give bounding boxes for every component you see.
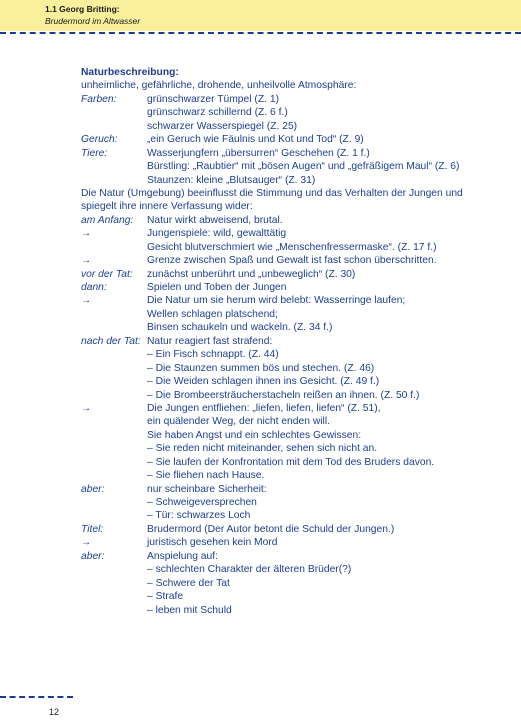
- note-text: zunächst unberührt und „unbeweglich“ (Z. 30): [147, 268, 356, 280]
- note-text: – Sie fliehen nach Hause.: [147, 470, 265, 482]
- note-line: [81, 563, 511, 576]
- note-line: [81, 389, 511, 402]
- note-text: Jungenspiele: wild, gewalttätig: [147, 228, 287, 240]
- note-text: spiegelt ihre innere Verfassung wider:: [81, 201, 253, 213]
- note-line: [81, 375, 511, 388]
- arrow-icon: →: [81, 228, 92, 240]
- note-line: [81, 93, 511, 106]
- note-text: „ein Geruch wie Fäulnis und Kot und Tod“ (Z. 9): [147, 134, 364, 146]
- note-line: [81, 415, 511, 428]
- note-label: am Anfang:: [81, 214, 134, 226]
- note-label: Tiere:: [81, 147, 108, 159]
- note-text: schwarzer Wasserspiegel (Z. 25): [147, 120, 298, 132]
- note-text: – Ein Fisch schnappt. (Z. 44): [147, 349, 279, 361]
- note-text: – Die Weiden schlagen ihnen ins Gesicht. (Z. 49 f.): [147, 376, 380, 388]
- running-header: [0, 0, 521, 31]
- note-text: Die Jungen entfliehen: „liefen, liefen, liefen“ (Z. 51),: [147, 402, 381, 414]
- note-label: Titel:: [81, 523, 104, 535]
- note-label: Geruch:: [81, 134, 118, 146]
- note-line: [81, 469, 511, 482]
- note-text: – Sie laufen der Konfrontation mit dem Tod des Bruders davon.: [147, 456, 435, 468]
- footer-dashed-rule: [0, 696, 73, 698]
- note-label: vor der Tat:: [81, 268, 133, 280]
- note-text: Natur wirkt abweisend, brutal.: [147, 214, 283, 226]
- note-text: Gesicht blutverschmiert wie „Menschenfressermaske“. (Z. 17 f.): [147, 241, 437, 253]
- arrow-icon: →: [81, 402, 92, 414]
- note-line: [81, 227, 511, 240]
- note-text: Sie haben Angst und ein schlechtes Gewissen:: [147, 429, 362, 441]
- note-line: [81, 509, 511, 522]
- note-text: juristisch gesehen kein Mord: [147, 537, 278, 549]
- note-line: [81, 402, 511, 415]
- note-label: dann:: [81, 282, 107, 293]
- note-text: Die Natur um sie herum wird belebt: Wasserringe laufen;: [147, 295, 406, 307]
- note-line: [81, 294, 511, 307]
- note-text: nur scheinbare Sicherheit:: [147, 483, 267, 495]
- note-line: [81, 308, 511, 321]
- note-text: – Sie reden nicht miteinander, sehen sich nicht an.: [147, 443, 378, 455]
- note-line: [81, 281, 511, 294]
- note-text: unheimliche, gefährliche, drohende, unheilvolle Atmosphäre:: [81, 80, 357, 92]
- note-text: – Schwere der Tat: [147, 577, 230, 589]
- note-line: [81, 241, 511, 254]
- note-line: [81, 577, 511, 590]
- note-text: Anspielung auf:: [147, 550, 218, 562]
- note-line: [81, 120, 511, 133]
- note-text: Brudermord (Der Autor betont die Schuld der Jungen.): [147, 523, 395, 535]
- note-label: Farben:: [81, 93, 117, 105]
- note-text: – leben mit Schuld: [147, 604, 232, 616]
- note-line: [81, 442, 511, 455]
- section-heading: Naturbeschreibung:: [81, 67, 179, 78]
- note-line: [81, 456, 511, 469]
- note-line: [81, 187, 511, 200]
- note-line: [81, 200, 511, 213]
- note-line: [81, 604, 511, 617]
- note-line: [81, 79, 511, 92]
- note-line: [81, 550, 511, 563]
- arrow-icon: →: [81, 255, 92, 267]
- note-text: – schlechten Charakter der älteren Brüder(?): [147, 564, 352, 576]
- note-label: aber:: [81, 550, 105, 562]
- note-line: [81, 174, 511, 187]
- page-number: 12: [49, 707, 60, 717]
- note-line: [81, 268, 511, 281]
- note-line: [81, 523, 511, 536]
- note-line: [81, 429, 511, 442]
- note-text: Wellen schlagen platschend;: [147, 308, 278, 320]
- note-line: [81, 348, 511, 361]
- note-text: – Tür: schwarzes Loch: [147, 510, 251, 522]
- note-text: Die Natur (Umgebung) beeinflusst die Stimmung und das Verhalten der Jungen und: [81, 187, 463, 199]
- note-text: Wasserjungfern „übersurren“ Geschehen (Z. 1 f.): [147, 147, 370, 159]
- arrow-icon: →: [81, 295, 92, 307]
- note-line: [81, 335, 511, 348]
- note-text: – Schweigeversprechen: [147, 497, 257, 508]
- chapter-subtitle: Brudermord im Altwasser: [45, 16, 141, 26]
- note-line: [81, 147, 511, 160]
- note-text: – Die Staunzen summen bös und stechen. (Z. 46): [147, 362, 375, 374]
- note-line: [81, 483, 511, 496]
- note-text: grünschwarz schillernd (Z. 6 f.): [147, 107, 288, 119]
- note-text: Bürstling: „Raubtier“ mit „bösen Augen“ und „gefräßigem Maul“ (Z. 6): [147, 161, 460, 173]
- note-text: grünschwarzer Tümpel (Z. 1): [147, 93, 279, 105]
- note-line: [81, 133, 511, 146]
- note-text: Natur reagiert fast strafend:: [147, 335, 273, 347]
- note-line: [81, 214, 511, 227]
- note-text: Spielen und Toben der Jungen: [147, 282, 287, 293]
- note-line: [81, 536, 511, 549]
- note-line: [81, 254, 511, 267]
- note-line: [81, 362, 511, 375]
- arrow-icon: →: [81, 537, 92, 549]
- page-content: [81, 66, 511, 617]
- note-label: nach der Tat:: [81, 335, 141, 347]
- note-text: ein quälender Weg, der nicht enden will.: [147, 416, 330, 428]
- note-line: [81, 321, 511, 334]
- note-text: – Strafe: [147, 591, 184, 603]
- note-text: Staunzen: kleine „Blutsauger“ (Z. 31): [147, 174, 316, 186]
- note-line: [81, 496, 511, 509]
- note-text: Grenze zwischen Spaß und Gewalt ist fast schon überschritten.: [147, 255, 437, 267]
- note-text: – Die Brombeersträucherstacheln reißen an ihnen. (Z. 50 f.): [147, 389, 420, 401]
- notes-list: [81, 79, 511, 617]
- note-line: [81, 160, 511, 173]
- note-text: Binsen schaukeln und wackeln. (Z. 34 f.): [147, 322, 333, 334]
- note-line: [81, 590, 511, 603]
- note-label: aber:: [81, 483, 105, 495]
- chapter-title: 1.1 Georg Britting:: [45, 4, 120, 14]
- note-line: [81, 106, 511, 119]
- header-dashed-rule: [0, 32, 521, 34]
